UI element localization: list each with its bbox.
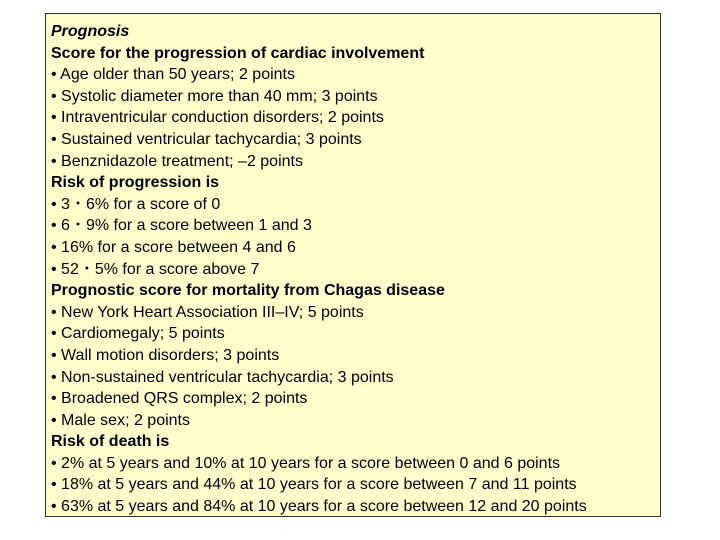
section-heading-mortality-score: Prognostic score for mortality from Chagas disease <box>51 282 445 300</box>
list-item: • Cardiomegaly; 5 points <box>51 325 225 343</box>
list-item: • Male sex; 2 points <box>51 411 190 429</box>
list-item: • Systolic diameter more than 40 mm; 3 points <box>51 87 378 105</box>
section-heading-progression-score: Score for the progression of cardiac involvement <box>51 44 425 62</box>
prognosis-panel <box>45 13 661 517</box>
list-item: • 3・6% for a score of 0 <box>51 195 221 213</box>
section-heading-risk-of-progression: Risk of progression is <box>51 174 220 192</box>
list-item: • Intraventricular conduction disorders; 2 points <box>51 109 384 127</box>
list-item: • 18% at 5 years and 44% at 10 years for a score between 7 and 11 points <box>51 476 577 494</box>
list-item: • 6・9% for a score between 1 and 3 <box>51 217 312 235</box>
list-item: • Non-sustained ventricular tachycardia; 3 points <box>51 368 394 386</box>
panel-title: Prognosis <box>51 23 130 40</box>
list-item: • 16% for a score between 4 and 6 <box>51 238 296 256</box>
list-item: • 2% at 5 years and 10% at 10 years for a score between 0 and 6 points <box>51 454 561 472</box>
list-item: • Sustained ventricular tachycardia; 3 points <box>51 130 362 148</box>
list-item: • Benznidazole treatment; –2 points <box>51 152 303 170</box>
section-heading-risk-of-death: Risk of death is <box>51 433 170 451</box>
list-item: • Broadened QRS complex; 2 points <box>51 390 308 408</box>
list-item: • 52・5% for a score above 7 <box>51 260 260 278</box>
list-item: • New York Heart Association III–IV; 5 points <box>51 303 364 321</box>
list-item: • Age older than 50 years; 2 points <box>51 66 295 84</box>
list-item: • Wall motion disorders; 3 points <box>51 346 280 364</box>
list-item: • 63% at 5 years and 84% at 10 years for a score between 12 and 20 points <box>51 498 587 516</box>
